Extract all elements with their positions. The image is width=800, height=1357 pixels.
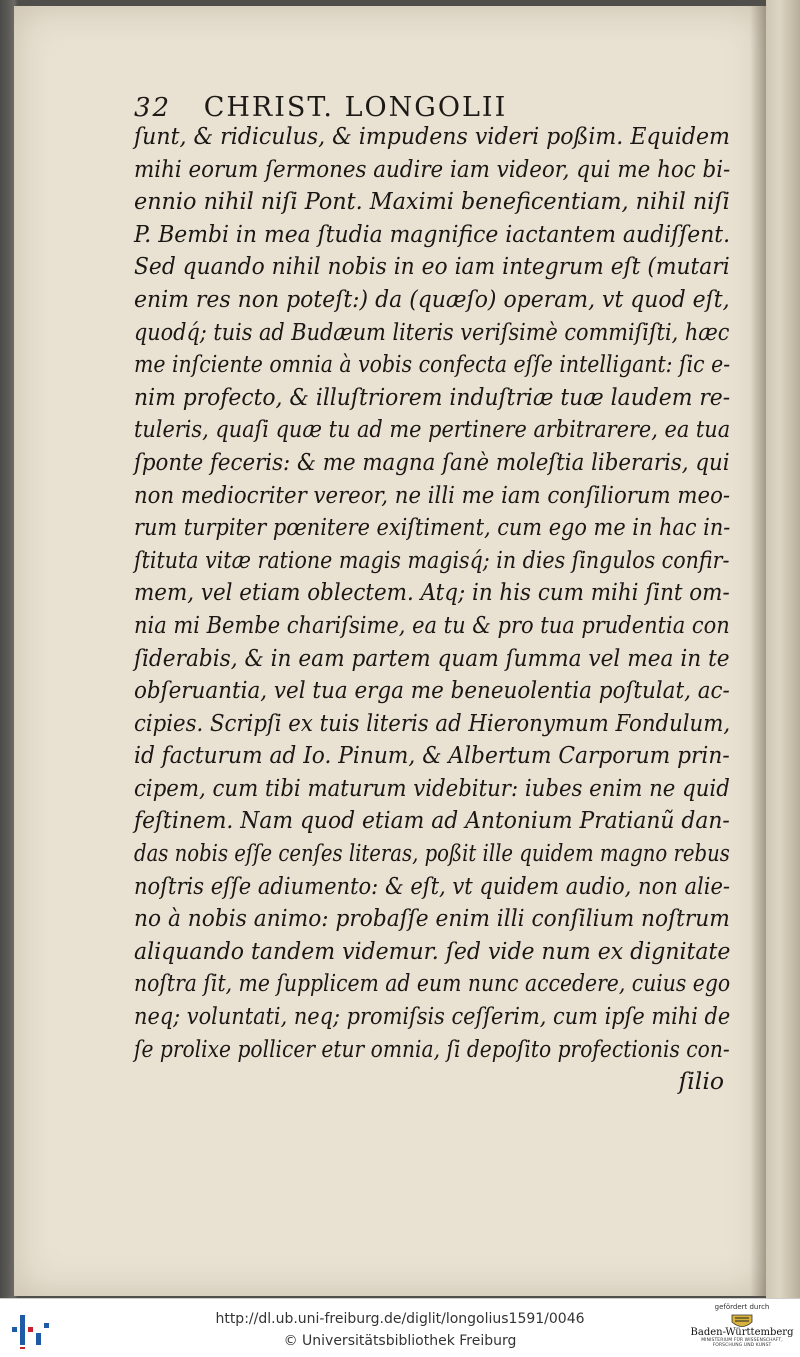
- running-head: [134, 92, 507, 123]
- text-line: tuleris, quaſi quæ tu ad me pertinere arbitrarere, ea tua: [134, 415, 731, 444]
- copyright-notice: © Universitätsbibliothek Freiburg: [283, 1333, 517, 1349]
- text-line: ſiderabis, & in eam partem quam ſumma vel mea in te: [134, 643, 730, 672]
- text-line: nia mi Bembe chariſsime, ea tu & pro tua prudentia con: [134, 610, 730, 639]
- sponsor-note: gefördert durch: [714, 1303, 770, 1311]
- coat-of-arms-icon: [728, 1313, 756, 1331]
- text-line: me inſciente omnia à vobis confecta eſſe intelligant: ſic e-: [134, 350, 731, 379]
- text-line: feſtinem. Nam quod etiam ad Antonium Pratianũ dan-: [134, 806, 730, 835]
- viewer-footer: [0, 1298, 800, 1357]
- text-line: non mediocriter vereor, ne illi me iam conſiliorum meo-: [134, 480, 731, 509]
- text-line: ſunt, & ridiculus, & impudens videri poßim. Equidem: [134, 122, 730, 150]
- text-line: enim res non poteſt:) da (quæſo) operam, vt quod eſt,: [134, 284, 730, 313]
- sponsor-ministry: MINISTERIUM FÜR WISSENSCHAFT, FORSCHUNG UND KUNST: [701, 1338, 783, 1348]
- running-head-title: CHRIST. LONGOLII: [203, 92, 508, 123]
- text-line: cipem, cum tibi maturum videbitur: iubes enim ne quid: [134, 773, 730, 802]
- text-line: ſtituta vitæ ratione magis magisq́; in dies ſingulos confir-: [134, 545, 730, 574]
- body-text: [134, 120, 730, 1098]
- text-line: ſponte feceris: & me magna ſanè moleſtia liberaris, qui: [134, 447, 730, 476]
- text-line: id facturum ad Io. Pinum, & Albertum Carporum prin-: [134, 741, 730, 770]
- text-line: noſtris eſſe adiumento: & eſt, vt quidem audio, non alie-: [134, 871, 731, 900]
- text-line: mem, vel etiam oblectem. Atq; in his cum mihi ſint om-: [134, 578, 730, 607]
- sponsor-name: Baden-Württemberg: [690, 1327, 794, 1338]
- text-line: P. Bembi in mea ſtudia magnifice iactantem audiſſent.: [134, 219, 731, 248]
- page-number: 32: [134, 93, 172, 123]
- text-line: das nobis eſſe cenſes literas, poßit ille quidem magno rebus: [134, 839, 730, 868]
- text-line: obſeruantia, vel tua erga me beneuolentia poſtulat, ac-: [134, 676, 730, 705]
- sponsor-block: [688, 1303, 796, 1355]
- text-line: mihi eorum ſermones audire iam videor, qui me hoc bi-: [134, 154, 731, 183]
- text-line: nim profecto, & illuſtriorem induſtriæ tuæ laudem re-: [134, 382, 731, 411]
- text-line: cipies. Scripſi ex tuis literis ad Hieronymum Fondulum,: [134, 708, 731, 737]
- text-line: aliquando tandem videmur. ſed vide num ex dignitate: [134, 936, 731, 965]
- text-line: ſe prolixe pollicer etur omnia, ſi depoſito profectionis con-: [134, 1034, 730, 1063]
- text-line: ennio nihil niſi Pont. Maximi beneficentiam, nihil niſi: [134, 187, 730, 216]
- permalink-url[interactable]: http://dl.ub.uni-freiburg.de/diglit/longolius1591/0046: [215, 1311, 585, 1327]
- text-line: rum turpiter pœnitere exiſtiment, cum ego me in hac in-: [134, 513, 731, 542]
- text-line: Sed quando nihil nobis in eo iam integrum eſt (mutari: [134, 252, 730, 281]
- adjacent-page-edge: [766, 0, 800, 1298]
- catchword: ſilio: [678, 1067, 724, 1096]
- text-line: noſtra ſit, me ſupplicem ad eum nunc accedere, cuius ego: [134, 969, 731, 998]
- text-line: neq; voluntati, neq; promiſsis ceſſerim, cum ipſe mihi de: [134, 1002, 731, 1031]
- text-line: quodq́; tuis ad Budæum literis veriſsimè commiſiſti, hæc: [134, 317, 730, 346]
- text-line: no à nobis animo: probaſſe enim illi conſilium noſtrum: [134, 904, 730, 933]
